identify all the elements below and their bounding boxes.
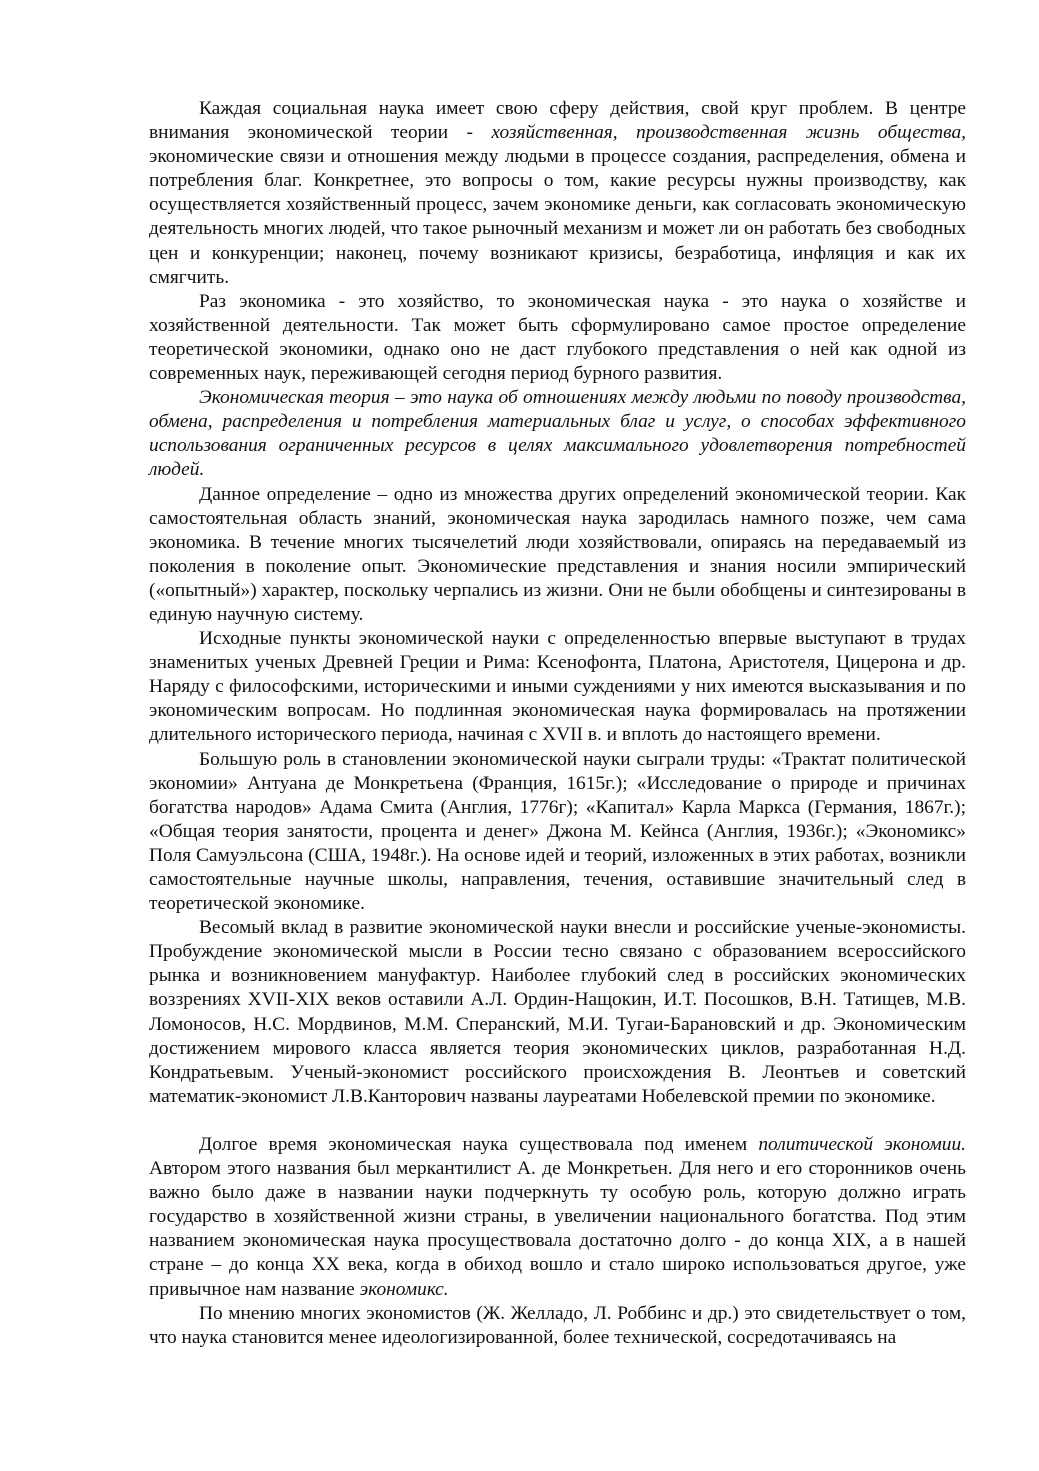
paragraph-italic-text: хозяйственная, производственная жизнь общества, bbox=[491, 122, 966, 144]
paragraph bbox=[149, 627, 966, 747]
paragraph-text: Каждая социальная наука имеет свою сферу действия, свой круг проблем. В центре внимания экономической теории - bbox=[149, 98, 966, 144]
paragraph-text: Большую роль в становлении экономической науки сыграли труды: «Трактат политической экономии» Антуана де Монкретьена (Франция, 1615г.); «Исследование о природе и причинах богатства народов» Адама Смита (Англия, 1776г); «Капитал» Карла Маркса (Германия, 1867г.); «Общая теория занятости, процента и денег» Джона М. Кейнса (Англия, 1936г.); «Экономикс» Поля Самуэльсона (США, 1948г.). На основе идей и теорий, изложенных в этих работах, возникли самостоятельные научные школы, направления, течения, оставившие значительный след в теоретической экономике. bbox=[149, 748, 966, 915]
paragraph-text: Данное определение – одно из множества других определений экономической теории. Как самостоятельная область знаний, экономическая наука зародилась намного позже, чем сама экономика. В течение многих тысячелетий люди хозяйствовали, опираясь на передаваемый из поколения в поколение опыт. Экономические представления и знания носили эмпирический («опытный») характер, поскольку черпались из жизни. Они не были обобщены и синтезированы в единую научную систему. bbox=[149, 483, 966, 625]
paragraph-italic-text: политической экономии. bbox=[758, 1133, 966, 1155]
paragraph bbox=[149, 1133, 966, 1302]
paragraph-text: Долгое время экономическая наука существовала под именем bbox=[199, 1133, 759, 1155]
paragraph-text: Раз экономика - это хозяйство, то экономическая наука - это наука о хозяйстве и хозяйственной деятельности. Так может быть сформулировано самое простое определение теоретической экономики, однако оно не даст глубокого представления о ней как одной из современных наук, переживающей сегодня период бурного развития. bbox=[149, 290, 966, 385]
paragraph bbox=[149, 1302, 966, 1350]
paragraph-italic-text: Экономическая теория – это наука об отношениях между людьми по поводу производства, обмена, распределения и потребления материальных благ и услуг, о способах эффективного использования ограниченных ресурсов в целях максимального удовлетворения потребностей людей. bbox=[149, 387, 966, 481]
paragraph bbox=[149, 97, 966, 290]
paragraph-text: Исходные пункты экономической науки с определенностью впервые выступают в трудах знаменитых ученых Древней Греции и Рима: Ксенофонта, Платона, Аристотеля, Цицерона и др. Наряду с философскими, историческими и иными суждениями у них имеются высказывания и по экономическим вопросам. Но подлинная экономическая наука формировалась на протяжении длительного исторического периода, начиная с XVII в. и вплоть до настоящего времени. bbox=[149, 628, 966, 746]
paragraph-text: экономические связи и отношения между людьми в процессе создания, распределения, обмена и потребления благ. Конкретнее, это вопросы о том, какие ресурсы нужны производству, как осуществляется хозяйственный процесс, зачем экономике деньги, как согласовать экономическую деятельность многих людей, что такое рыночный механизм и может ли он работать без свободных цен и конкуренции; наконец, почему возникают кризисы, безработица, инфляция и как их смягчить. bbox=[149, 146, 966, 288]
paragraph-text: По мнению многих экономистов (Ж. Желладо, Л. Роббинс и др.) это свидетельствует о том, что наука становится менее идеологизированной, более технической, сосредотачиваясь на bbox=[149, 1302, 966, 1348]
paragraph bbox=[149, 483, 966, 628]
paragraph bbox=[149, 748, 966, 917]
paragraph bbox=[149, 916, 966, 1109]
paragraph-text: Автором этого названия был меркантилист А. де Монкретьен. Для него и его сторонников очень важно было даже в названии науки подчеркнуть ту особую роль, которую должно играть государство в хозяйственной жизни страны, в увеличении национального богатства. Под этим названием экономическая наука просуществовала достаточно долго - до конца XIX, а в нашей стране – до конца XX века, когда в обиход вошло и стало широко использоваться другое, уже привычное нам название bbox=[149, 1158, 966, 1300]
paragraph bbox=[149, 290, 966, 386]
paragraph bbox=[149, 386, 966, 482]
paragraph-text: Весомый вклад в развитие экономической науки внесли и российские ученые-экономисты. Пробуждение экономической мысли в России тесно связано с образованием всероссийского рынка и возникновением мануфактур. Наиболее глубокий след в российских экономических воззрениях XVII-XIX веков оставили А.Л. Ордин-Нащокин, И.Т. Посошков, В.Н. Татищев, М.В. Ломоносов, Н.С. Мордвинов, М.М. Сперанский, М.И. Тугаи-Барановский и др. Экономическим достижением мирового класса является теория экономических циклов, разработанная Н.Д. Кондратьевым. Ученый-экономист российского происхождения В. Леонтьев и советский математик-экономист Л.В.Канторович названы лауреатами Нобелевской премии по экономике. bbox=[149, 917, 966, 1107]
document-page bbox=[149, 97, 966, 1350]
paragraph-italic-text: экономикс. bbox=[359, 1278, 449, 1300]
